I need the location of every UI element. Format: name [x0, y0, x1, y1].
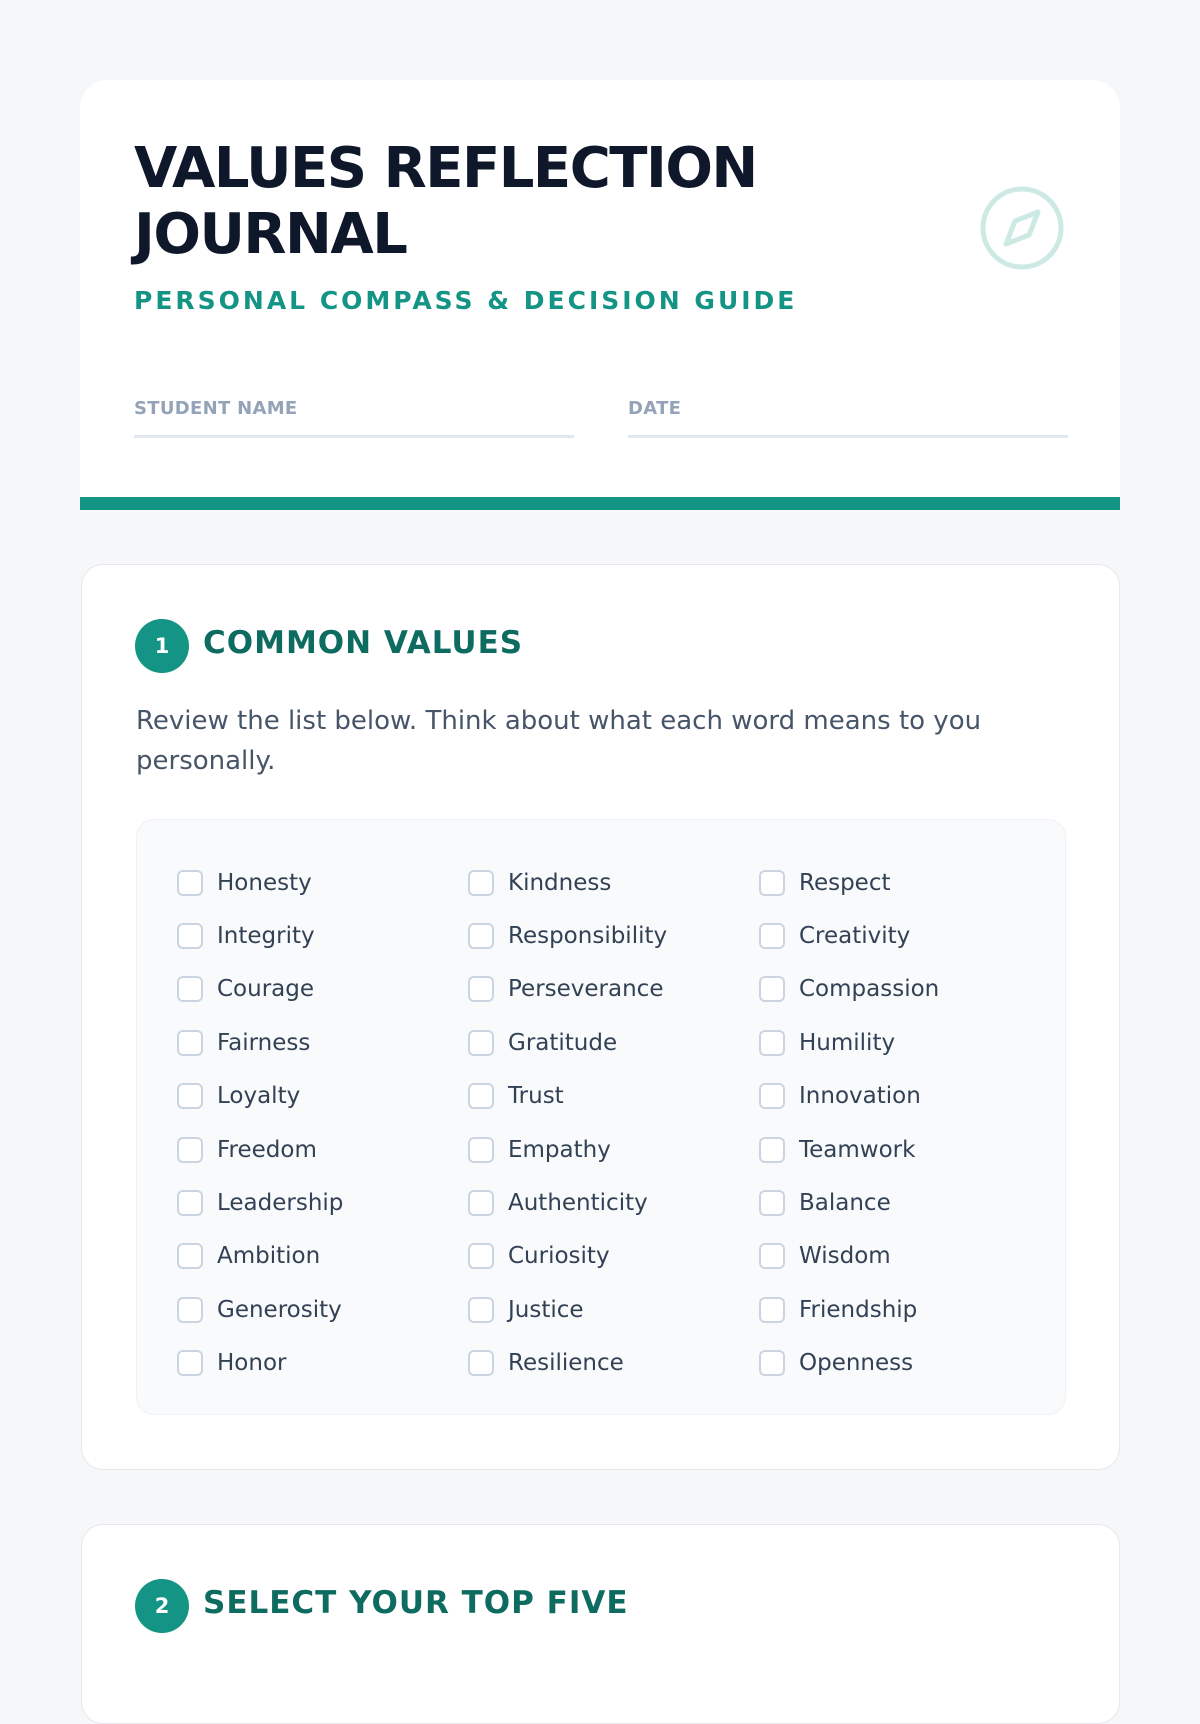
checkbox[interactable] — [759, 1243, 785, 1269]
value-checkbox-item[interactable] — [759, 1176, 1050, 1229]
checkbox[interactable] — [759, 1350, 785, 1376]
value-label: Courage — [217, 976, 315, 1003]
checkbox[interactable] — [468, 1083, 494, 1109]
value-checkbox-item[interactable] — [759, 1070, 1050, 1123]
value-label: Loyalty — [217, 1083, 301, 1110]
checkbox[interactable] — [177, 1297, 203, 1323]
value-label: Gratitude — [508, 1029, 618, 1056]
value-label: Empathy — [508, 1136, 611, 1163]
section-title: SELECT YOUR TOP FIVE — [203, 1585, 629, 1621]
value-label: Compassion — [799, 976, 940, 1003]
value-label: Curiosity — [508, 1243, 610, 1270]
section-description: Review the list below. Think about what each word means to you personally. — [136, 706, 982, 776]
section-title: COMMON VALUES — [203, 625, 524, 661]
value-checkbox-item[interactable] — [177, 909, 468, 962]
value-label: Resilience — [508, 1350, 624, 1377]
checkbox[interactable] — [177, 1030, 203, 1056]
checkbox[interactable] — [759, 1190, 785, 1216]
value-label: Leadership — [217, 1190, 344, 1217]
value-label: Honesty — [217, 869, 312, 896]
value-checkbox-item[interactable] — [177, 1016, 468, 1069]
value-checkbox-item[interactable] — [177, 1176, 468, 1229]
student-name-field[interactable] — [134, 398, 574, 438]
checkbox[interactable] — [468, 1350, 494, 1376]
checkbox[interactable] — [468, 1243, 494, 1269]
checkbox[interactable] — [177, 976, 203, 1002]
values-grid — [177, 856, 1057, 1390]
checkbox[interactable] — [177, 923, 203, 949]
value-checkbox-item[interactable] — [177, 1070, 468, 1123]
value-checkbox-item[interactable] — [468, 1123, 759, 1176]
value-label: Wisdom — [799, 1243, 891, 1270]
value-label: Freedom — [217, 1136, 317, 1163]
value-checkbox-item[interactable] — [468, 963, 759, 1016]
date-label: DATE — [628, 398, 682, 419]
value-checkbox-item[interactable] — [177, 1230, 468, 1283]
checkbox[interactable] — [468, 1190, 494, 1216]
value-label: Integrity — [217, 923, 315, 950]
value-label: Generosity — [217, 1296, 342, 1323]
value-checkbox-item[interactable] — [759, 963, 1050, 1016]
page-subtitle: PERSONAL COMPASS & DECISION GUIDE — [134, 286, 798, 315]
checkbox[interactable] — [468, 923, 494, 949]
value-checkbox-item[interactable] — [759, 1283, 1050, 1336]
checkbox[interactable] — [468, 1137, 494, 1163]
value-checkbox-item[interactable] — [759, 909, 1050, 962]
value-checkbox-item[interactable] — [177, 963, 468, 1016]
value-checkbox-item[interactable] — [759, 1230, 1050, 1283]
checkbox[interactable] — [177, 1350, 203, 1376]
value-checkbox-item[interactable] — [759, 1123, 1050, 1176]
value-label: Authenticity — [508, 1190, 648, 1217]
checkbox[interactable] — [759, 923, 785, 949]
value-label: Perseverance — [508, 976, 664, 1003]
value-checkbox-item[interactable] — [468, 1230, 759, 1283]
checkbox[interactable] — [759, 870, 785, 896]
value-label: Fairness — [217, 1029, 311, 1056]
value-label: Friendship — [799, 1296, 918, 1323]
value-checkbox-item[interactable] — [177, 856, 468, 909]
value-checkbox-item[interactable] — [177, 1123, 468, 1176]
value-checkbox-item[interactable] — [759, 1016, 1050, 1069]
value-label: Respect — [799, 869, 891, 896]
checkbox[interactable] — [759, 1083, 785, 1109]
value-checkbox-item[interactable] — [468, 856, 759, 909]
checkbox[interactable] — [759, 1297, 785, 1323]
value-label: Ambition — [217, 1243, 321, 1270]
value-checkbox-item[interactable] — [468, 1070, 759, 1123]
value-label: Teamwork — [799, 1136, 916, 1163]
value-checkbox-item[interactable] — [468, 1283, 759, 1336]
value-label: Justice — [508, 1296, 584, 1323]
checkbox[interactable] — [759, 976, 785, 1002]
value-checkbox-item[interactable] — [759, 1337, 1050, 1390]
value-label: Innovation — [799, 1083, 921, 1110]
value-checkbox-item[interactable] — [177, 1337, 468, 1390]
value-label: Trust — [508, 1083, 564, 1110]
section-common-values — [81, 564, 1120, 1470]
header-card — [80, 80, 1120, 510]
section-number-badge: 2 — [135, 1579, 189, 1633]
checkbox[interactable] — [177, 1137, 203, 1163]
value-checkbox-item[interactable] — [759, 856, 1050, 909]
checkbox[interactable] — [177, 1243, 203, 1269]
page-title: VALUES REFLECTION JOURNAL — [134, 136, 757, 267]
checkbox[interactable] — [468, 1030, 494, 1056]
checkbox[interactable] — [177, 1190, 203, 1216]
checkbox[interactable] — [468, 976, 494, 1002]
values-checklist — [136, 819, 1066, 1415]
date-field[interactable] — [628, 398, 1068, 438]
value-label: Balance — [799, 1190, 891, 1217]
value-checkbox-item[interactable] — [468, 1337, 759, 1390]
value-checkbox-item[interactable] — [177, 1283, 468, 1336]
student-name-label: STUDENT NAME — [134, 398, 298, 419]
value-checkbox-item[interactable] — [468, 909, 759, 962]
checkbox[interactable] — [468, 870, 494, 896]
section-number-badge: 1 — [135, 619, 189, 673]
section-top-five — [81, 1524, 1120, 1724]
value-checkbox-item[interactable] — [468, 1016, 759, 1069]
checkbox[interactable] — [759, 1030, 785, 1056]
value-checkbox-item[interactable] — [468, 1176, 759, 1229]
checkbox[interactable] — [177, 870, 203, 896]
checkbox[interactable] — [468, 1297, 494, 1323]
checkbox[interactable] — [177, 1083, 203, 1109]
compass-icon — [978, 184, 1066, 272]
value-label: Honor — [217, 1350, 287, 1377]
value-label: Responsibility — [508, 923, 668, 950]
value-label: Kindness — [508, 869, 612, 896]
value-label: Humility — [799, 1029, 896, 1056]
value-label: Creativity — [799, 923, 911, 950]
value-label: Openness — [799, 1350, 914, 1377]
header-accent-bar — [80, 497, 1120, 510]
checkbox[interactable] — [759, 1137, 785, 1163]
